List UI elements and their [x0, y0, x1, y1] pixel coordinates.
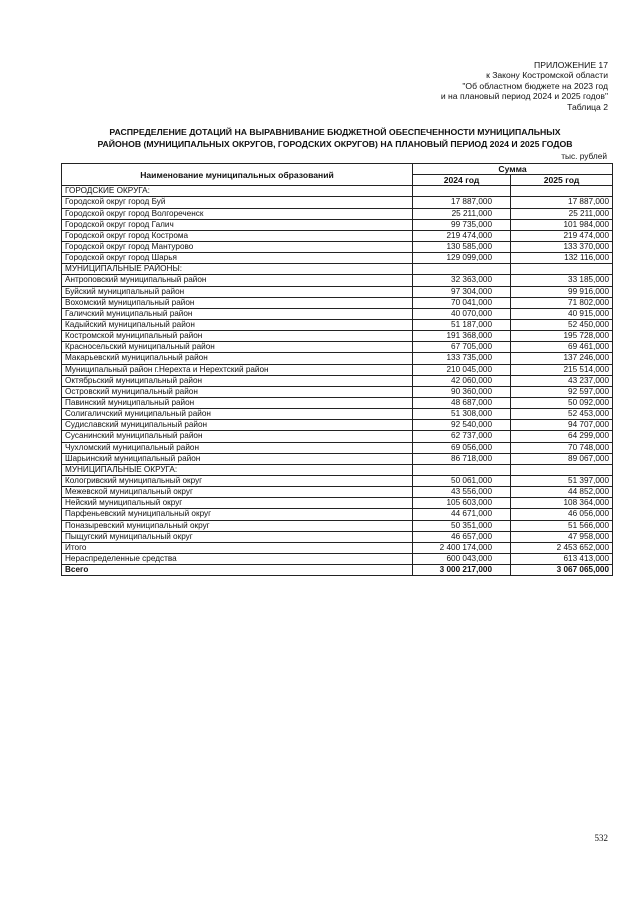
- amount-2024: 50 061,000: [413, 475, 511, 486]
- municipality-name: Галичский муниципальный район: [62, 308, 413, 319]
- municipality-name: Кадыйский муниципальный район: [62, 319, 413, 330]
- table-row: [62, 308, 613, 319]
- amount-2025: 3 067 065,000: [511, 565, 613, 576]
- table-row: [62, 286, 613, 297]
- municipality-name: Шарьинский муниципальный район: [62, 453, 413, 464]
- municipality-name: Городской округ город Буй: [62, 197, 413, 208]
- amount-2024: 130 585,000: [413, 241, 511, 252]
- amount-2025: 132 116,000: [511, 253, 613, 264]
- column-header-sum: Сумма: [413, 164, 613, 175]
- municipality-name: Антроповский муниципальный район: [62, 275, 413, 286]
- table-row: [62, 442, 613, 453]
- amount-2025: 219 474,000: [511, 230, 613, 241]
- amount-2025: [511, 464, 613, 475]
- amount-2024: 51 187,000: [413, 319, 511, 330]
- amount-2025: 40 915,000: [511, 308, 613, 319]
- amount-2024: 69 056,000: [413, 442, 511, 453]
- amount-2025: 51 397,000: [511, 475, 613, 486]
- amount-2024: 2 400 174,000: [413, 542, 511, 553]
- amount-2024: 40 070,000: [413, 308, 511, 319]
- municipality-name: Муниципальный район г.Нерехта и Нерехтский район: [62, 364, 413, 375]
- amount-2025: 51 566,000: [511, 520, 613, 531]
- municipality-name: Судиславский муниципальный район: [62, 420, 413, 431]
- amount-2025: 52 450,000: [511, 319, 613, 330]
- municipality-name: Чухломский муниципальный район: [62, 442, 413, 453]
- table-row: [62, 542, 613, 553]
- amount-2024: 86 718,000: [413, 453, 511, 464]
- table-number: Таблица 2: [567, 101, 608, 112]
- amount-2024: 32 363,000: [413, 275, 511, 286]
- amount-2025: 50 092,000: [511, 397, 613, 408]
- page-number: 532: [594, 833, 608, 843]
- section-row: [62, 464, 613, 475]
- amount-2024: 25 211,000: [413, 208, 511, 219]
- municipality-name: Сусанинский муниципальный район: [62, 431, 413, 442]
- amount-2025: 99 916,000: [511, 286, 613, 297]
- amount-2024: 210 045,000: [413, 364, 511, 375]
- municipality-name: Поназыревский муниципальный округ: [62, 520, 413, 531]
- amount-2024: 129 099,000: [413, 253, 511, 264]
- municipality-name: Городской округ город Кострома: [62, 230, 413, 241]
- municipality-name: Нейский муниципальный округ: [62, 498, 413, 509]
- amount-2025: [511, 186, 613, 197]
- municipality-name: Буйский муниципальный район: [62, 286, 413, 297]
- table-row: [62, 386, 613, 397]
- municipality-name: МУНИЦИПАЛЬНЫЕ ОКРУГА:: [62, 464, 413, 475]
- municipality-name: МУНИЦИПАЛЬНЫЕ РАЙОНЫ:: [62, 264, 413, 275]
- municipality-name: Парфеньевский муниципальный округ: [62, 509, 413, 520]
- municipality-name: Октябрьский муниципальный район: [62, 375, 413, 386]
- amount-2024: 133 735,000: [413, 353, 511, 364]
- amount-2024: [413, 264, 511, 275]
- table-row: [62, 487, 613, 498]
- amount-2024: [413, 186, 511, 197]
- municipality-name: Городской округ город Галич: [62, 219, 413, 230]
- table-row: [62, 219, 613, 230]
- table-row: [62, 353, 613, 364]
- amount-2025: 33 185,000: [511, 275, 613, 286]
- table-row: [62, 331, 613, 342]
- column-header-2024: 2024 год: [413, 175, 511, 186]
- table-row: [62, 420, 613, 431]
- amount-2024: 51 308,000: [413, 409, 511, 420]
- title-line-2: РАЙОНОВ (МУНИЦИПАЛЬНЫХ ОКРУГОВ, ГОРОДСКИХ ОКРУГОВ) НА ПЛАНОВЫЙ ПЕРИОД 2024 И 2025 ГОДОВ: [97, 138, 573, 149]
- amount-2024: 600 043,000: [413, 553, 511, 564]
- amount-2024: 105 603,000: [413, 498, 511, 509]
- section-row: [62, 264, 613, 275]
- appendix-line: к Закону Костромской области: [486, 70, 608, 81]
- table-row: [62, 509, 613, 520]
- amount-2024: 97 304,000: [413, 286, 511, 297]
- table-row: [62, 275, 613, 286]
- amount-2025: 133 370,000: [511, 241, 613, 252]
- amount-2025: 52 453,000: [511, 409, 613, 420]
- appendix-line: ПРИЛОЖЕНИЕ 17: [534, 60, 608, 70]
- amount-2025: 613 413,000: [511, 553, 613, 564]
- amount-2025: 44 852,000: [511, 487, 613, 498]
- table-row: [62, 475, 613, 486]
- amount-2025: 17 887,000: [511, 197, 613, 208]
- amount-2025: 2 453 652,000: [511, 542, 613, 553]
- table-row: [62, 431, 613, 442]
- municipality-name: Межевской муниципальный округ: [62, 487, 413, 498]
- table-row: [62, 197, 613, 208]
- amount-2025: 92 597,000: [511, 386, 613, 397]
- table-row: [62, 553, 613, 564]
- municipality-name: Красносельский муниципальный район: [62, 342, 413, 353]
- municipality-name: Солигаличский муниципальный район: [62, 409, 413, 420]
- appendix-header: [288, 60, 608, 112]
- amount-2024: 3 000 217,000: [413, 565, 511, 576]
- amount-2024: 90 360,000: [413, 386, 511, 397]
- table-row: [62, 409, 613, 420]
- table-row: [62, 498, 613, 509]
- section-row: [62, 186, 613, 197]
- table-row: [62, 230, 613, 241]
- municipality-name: Вохомский муниципальный район: [62, 297, 413, 308]
- amount-2025: 70 748,000: [511, 442, 613, 453]
- amount-2024: 99 735,000: [413, 219, 511, 230]
- appendix-line: и на плановый период 2024 и 2025 годов": [440, 91, 608, 102]
- amount-2024: [413, 464, 511, 475]
- amount-2025: 71 802,000: [511, 297, 613, 308]
- amount-2024: 92 540,000: [413, 420, 511, 431]
- municipality-name: Городской округ город Шарья: [62, 253, 413, 264]
- table-row: [62, 364, 613, 375]
- amount-2025: [511, 264, 613, 275]
- table-row: [62, 253, 613, 264]
- municipality-name: Итого: [62, 542, 413, 553]
- title-line-1: РАСПРЕДЕЛЕНИЕ ДОТАЦИЙ НА ВЫРАВНИВАНИЕ БЮДЖЕТНОЙ ОБЕСПЕЧЕННОСТИ МУНИЦИПАЛЬНЫХ: [109, 127, 561, 137]
- appendix-line: "Об областном бюджете на 2023 год: [462, 80, 608, 91]
- amount-2025: 43 237,000: [511, 375, 613, 386]
- municipality-name: Павинский муниципальный район: [62, 397, 413, 408]
- amount-2025: 47 958,000: [511, 531, 613, 542]
- amount-2024: 48 687,000: [413, 397, 511, 408]
- amount-2025: 195 728,000: [511, 331, 613, 342]
- table-row: [62, 520, 613, 531]
- amount-2025: 69 461,000: [511, 342, 613, 353]
- amount-2024: 42 060,000: [413, 375, 511, 386]
- amount-2025: 25 211,000: [511, 208, 613, 219]
- municipality-name: Островский муниципальный район: [62, 386, 413, 397]
- amount-2024: 50 351,000: [413, 520, 511, 531]
- amount-2024: 219 474,000: [413, 230, 511, 241]
- column-header-name: Наименование муниципальных образований: [62, 164, 413, 186]
- amount-2024: 17 887,000: [413, 197, 511, 208]
- amount-2024: 62 737,000: [413, 431, 511, 442]
- amount-2025: 101 984,000: [511, 219, 613, 230]
- amount-2024: 46 657,000: [413, 531, 511, 542]
- amount-2024: 191 368,000: [413, 331, 511, 342]
- amount-2024: 43 556,000: [413, 487, 511, 498]
- municipality-name: Кологривский муниципальный округ: [62, 475, 413, 486]
- municipality-name: Костромской муниципальный район: [62, 331, 413, 342]
- table-row: [62, 453, 613, 464]
- amount-2025: 108 364,000: [511, 498, 613, 509]
- municipality-name: ГОРОДСКИЕ ОКРУГА:: [62, 186, 413, 197]
- municipality-name: Макарьевский муниципальный район: [62, 353, 413, 364]
- table-row: [62, 375, 613, 386]
- municipality-name: Всего: [62, 565, 413, 576]
- column-header-2025: 2025 год: [511, 175, 613, 186]
- table-row: [62, 208, 613, 219]
- amount-2025: 94 707,000: [511, 420, 613, 431]
- municipality-name: Нераспределенные средства: [62, 553, 413, 564]
- amount-2024: 67 705,000: [413, 342, 511, 353]
- municipality-name: Городской округ город Мантурово: [62, 241, 413, 252]
- table-row: [62, 241, 613, 252]
- amount-2025: 137 246,000: [511, 353, 613, 364]
- amount-2025: 89 067,000: [511, 453, 613, 464]
- amount-2024: 44 671,000: [413, 509, 511, 520]
- municipality-name: Городской округ город Волгореченск: [62, 208, 413, 219]
- table-body: [62, 186, 613, 576]
- amount-2024: 70 041,000: [413, 297, 511, 308]
- table-row: [62, 319, 613, 330]
- table-row: [62, 342, 613, 353]
- units-label: тыс. рублей: [561, 151, 607, 161]
- municipality-name: Пыщугский муниципальный округ: [62, 531, 413, 542]
- table-row: [62, 397, 613, 408]
- amount-2025: 46 056,000: [511, 509, 613, 520]
- document-title: [62, 127, 608, 150]
- grand-total-row: [62, 565, 613, 576]
- amount-2025: 215 514,000: [511, 364, 613, 375]
- table-row: [62, 297, 613, 308]
- amount-2025: 64 299,000: [511, 431, 613, 442]
- table-row: [62, 531, 613, 542]
- subsidy-table: [61, 163, 613, 576]
